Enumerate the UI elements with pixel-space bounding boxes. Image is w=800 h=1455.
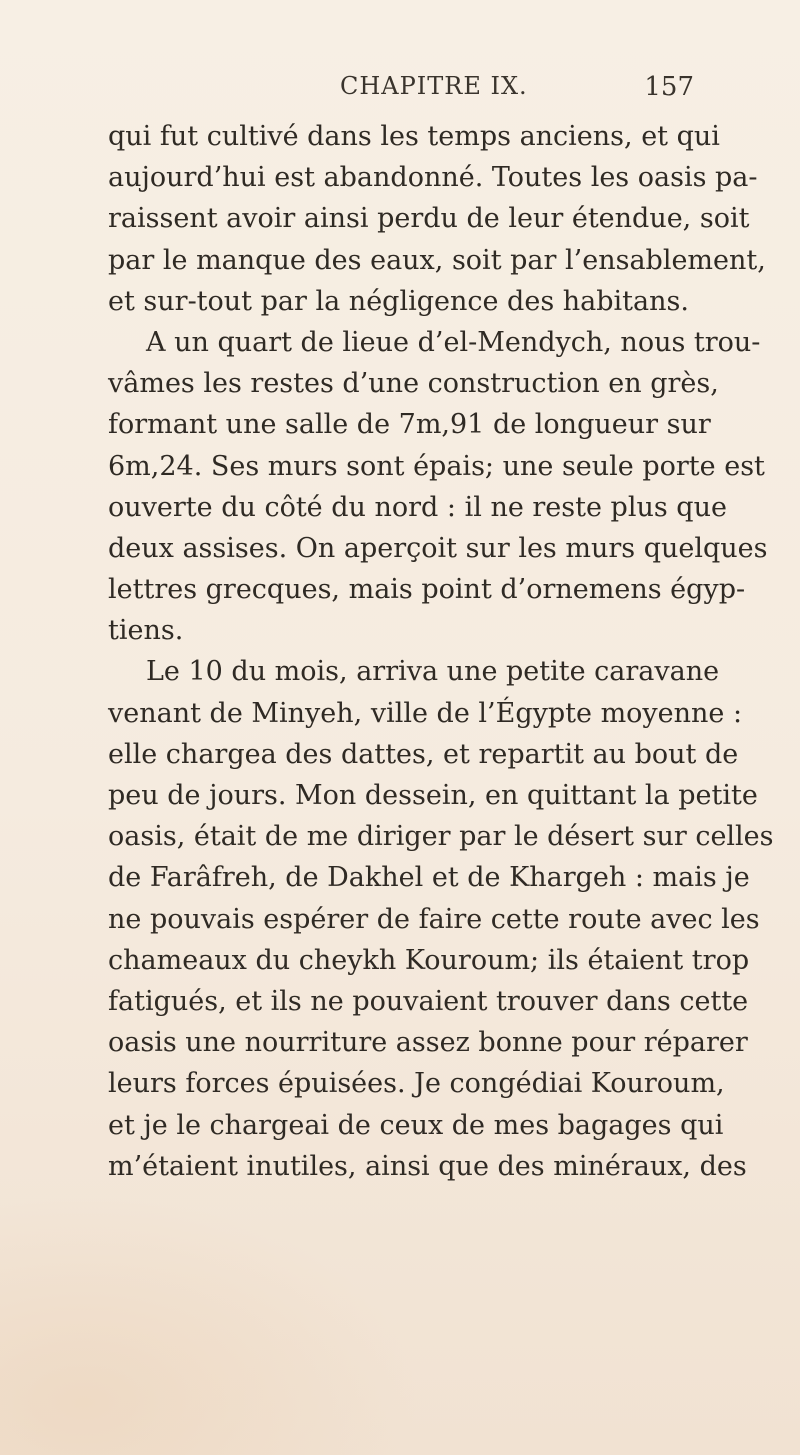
text-line: elle chargea des dattes, et repartit au bout de: [108, 738, 739, 770]
text-line: formant une salle de 7m,91 de longueur sur: [108, 409, 711, 441]
text-line: leurs forces épuisées. Je congédiai Kouroum,: [108, 1068, 725, 1100]
text-line: venant de Minyeh, ville de l’Égypte moyenne :: [108, 697, 743, 729]
text-line: lettres grecques, mais point d’ornemens égyp-: [108, 574, 746, 606]
body-text: [108, 116, 774, 1187]
text-line: Le 10 du mois, arriva une petite caravane: [146, 656, 720, 688]
text-line: oasis, était de me diriger par le désert sur celles: [108, 821, 774, 853]
text-line: vâmes les restes d’une construction en grès,: [108, 368, 719, 400]
text-line: chameaux du cheykh Kouroum; ils étaient trop: [108, 944, 750, 976]
text-line: ouverte du côté du nord : il ne reste plus que: [108, 491, 727, 523]
text-line: aujourd’hui est abandonné. Toutes les oasis pa-: [108, 162, 758, 194]
text-line: A un quart de lieue d’el-Mendych, nous trou-: [146, 326, 761, 358]
running-title: CHAPITRE IX.: [340, 72, 528, 100]
text-line: peu de jours. Mon dessein, en quittant la petite: [108, 780, 758, 811]
text-line: qui fut cultivé dans les temps anciens, et qui: [108, 121, 720, 152]
text-line: oasis une nourriture assez bonne pour réparer: [108, 1027, 748, 1059]
text-line: et sur-tout par la négligence des habitans.: [108, 285, 689, 317]
text-line: et je le chargeai de ceux de mes bagages qui: [108, 1109, 724, 1141]
text-line: raissent avoir ainsi perdu de leur étendue, soit: [108, 203, 750, 235]
text-line: 6m,24. Ses murs sont épais; une seule porte est: [108, 450, 765, 482]
text-line: tiens.: [108, 615, 184, 647]
paper-stain: [0, 1195, 420, 1455]
text-line: deux assises. On aperçoit sur les murs quelques: [108, 532, 768, 564]
page-header: [108, 72, 694, 112]
page-number: 157: [644, 72, 694, 102]
text-line: ne pouvais espérer de faire cette route avec les: [108, 903, 760, 935]
text-line: m’étaient inutiles, ainsi que des minéraux, des: [108, 1150, 747, 1182]
text-line: fatigués, et ils ne pouvaient trouver dans cette: [108, 985, 749, 1017]
text-line: par le manque des eaux, soit par l’ensablement,: [108, 244, 766, 276]
text-line: de Farâfreh, de Dakhel et de Khargeh : mais je: [108, 862, 750, 894]
